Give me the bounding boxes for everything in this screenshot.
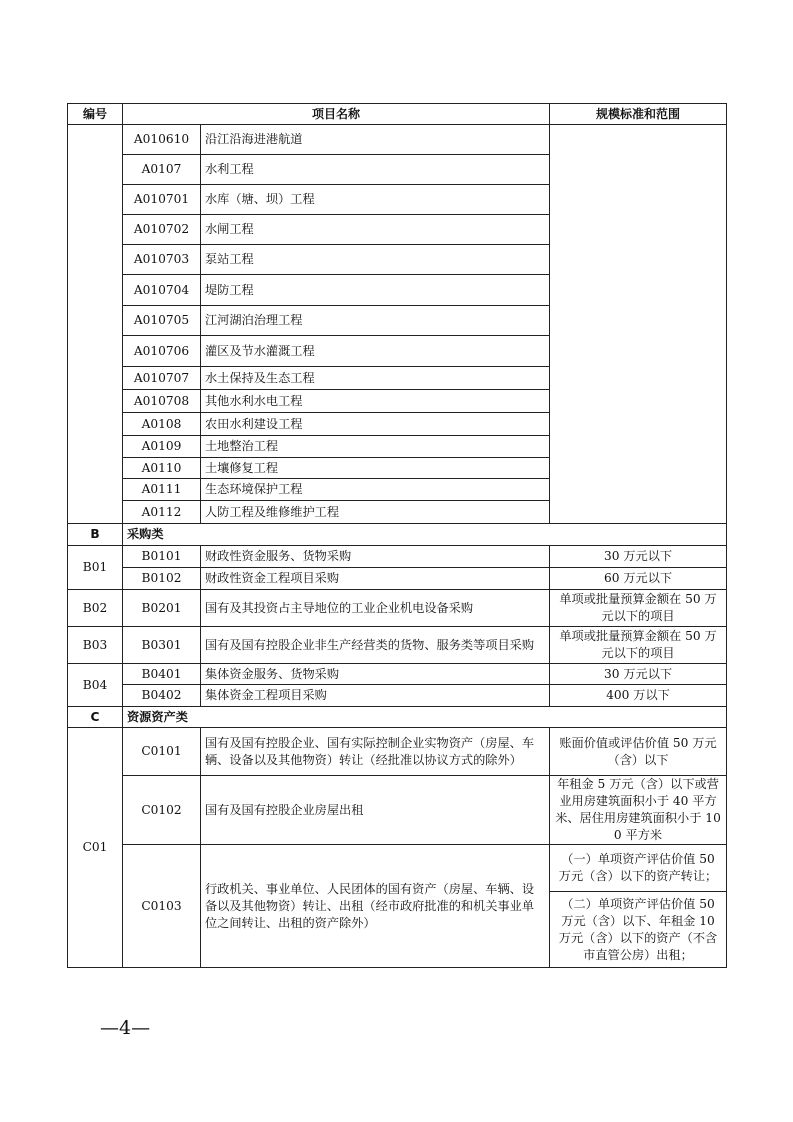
section-row: [68, 707, 727, 728]
item-code: A0109: [123, 436, 201, 458]
group-code: B01: [68, 546, 123, 590]
item-code: C0102: [123, 776, 201, 845]
table-row: [68, 627, 727, 664]
table-row: [68, 568, 727, 590]
item-name: 灌区及节水灌溉工程: [201, 336, 550, 367]
item-name: 财政性资金工程项目采购: [201, 568, 550, 590]
item-scope: 单项或批量预算金额在 50 万元以下的项目: [550, 590, 727, 627]
item-scope: 单项或批量预算金额在 50 万元以下的项目: [550, 627, 727, 664]
a-group-code-cell: [68, 125, 123, 524]
item-code: C0101: [123, 728, 201, 776]
item-scope: 账面价值或评估价值 50 万元（含）以下: [550, 728, 727, 776]
item-scope: 年租金 5 万元（含）以下或营业用房建筑面积小于 40 平方米、居住用房建筑面积小于 100 平方米: [550, 776, 727, 845]
item-name: 水闸工程: [201, 215, 550, 245]
group-code: B03: [68, 627, 123, 664]
item-name: 堤防工程: [201, 275, 550, 306]
section-code: B: [68, 524, 123, 546]
header-scope: 规模标准和范围: [550, 104, 727, 125]
item-code: A010705: [123, 306, 201, 336]
item-code: B0402: [123, 685, 201, 707]
table-row: [68, 546, 727, 568]
item-scope: （二）单项资产评估价值 50 万元（含）以下、年租金 10 万元（含）以下的资产（不含市直管公房）出租；: [550, 892, 727, 968]
item-code: A0107: [123, 155, 201, 185]
item-code: A010707: [123, 367, 201, 390]
item-code: A0108: [123, 413, 201, 436]
item-name: 农田水利建设工程: [201, 413, 550, 436]
item-code: A010704: [123, 275, 201, 306]
table-row: [68, 845, 727, 892]
item-name: 土地整治工程: [201, 436, 550, 458]
a-scope-cell: [550, 125, 727, 524]
item-scope: （一）单项资产评估价值 50 万元（含）以下的资产转让；: [550, 845, 727, 892]
section-title: 资源资产类: [123, 707, 727, 728]
item-code: B0401: [123, 664, 201, 685]
item-code: B0102: [123, 568, 201, 590]
item-code: B0101: [123, 546, 201, 568]
item-code: A010701: [123, 185, 201, 215]
item-name: 土壤修复工程: [201, 458, 550, 479]
item-name: 国有及国有控股企业房屋出租: [201, 776, 550, 845]
item-code: A010610: [123, 125, 201, 155]
item-name: 沿江沿海进港航道: [201, 125, 550, 155]
item-name: 集体资金工程项目采购: [201, 685, 550, 707]
table-row: [68, 125, 727, 155]
item-scope: 30 万元以下: [550, 546, 727, 568]
table-header-row: [68, 104, 727, 125]
section-code: C: [68, 707, 123, 728]
section-title: 采购类: [123, 524, 727, 546]
item-name: 人防工程及维修维护工程: [201, 501, 550, 524]
item-code: A010708: [123, 390, 201, 413]
table-row: [68, 590, 727, 627]
group-code: B04: [68, 664, 123, 707]
item-code: A010706: [123, 336, 201, 367]
item-code: B0301: [123, 627, 201, 664]
item-name: 国有及其投资占主导地位的工业企业机电设备采购: [201, 590, 550, 627]
item-name: 生态环境保护工程: [201, 479, 550, 501]
item-code: A0112: [123, 501, 201, 524]
item-name: 集体资金服务、货物采购: [201, 664, 550, 685]
item-name: 其他水利水电工程: [201, 390, 550, 413]
table-row: [68, 664, 727, 685]
item-code: A010702: [123, 215, 201, 245]
item-scope: 400 万以下: [550, 685, 727, 707]
item-name: 国有及国有控股企业、国有实际控制企业实物资产（房屋、车辆、设备以及其他物资）转让（经批准以协议方式的除外）: [201, 728, 550, 776]
table-row: [68, 728, 727, 776]
item-name: 财政性资金服务、货物采购: [201, 546, 550, 568]
item-code: C0103: [123, 845, 201, 968]
page-number: —4—: [100, 1017, 151, 1039]
item-scope: 60 万元以下: [550, 568, 727, 590]
section-row: [68, 524, 727, 546]
standards-table: [67, 103, 727, 968]
item-code: A0110: [123, 458, 201, 479]
item-name: 水土保持及生态工程: [201, 367, 550, 390]
item-name: 江河湖泊治理工程: [201, 306, 550, 336]
item-scope: 30 万元以下: [550, 664, 727, 685]
item-name: 水库（塘、坝）工程: [201, 185, 550, 215]
item-name: 行政机关、事业单位、人民团体的国有资产（房屋、车辆、设备以及其他物资）转让、出租（经市政府批准的和机关事业单位之间转让、出租的资产除外）: [201, 845, 550, 968]
item-code: A010703: [123, 245, 201, 275]
header-name: 项目名称: [123, 104, 550, 125]
item-code: A0111: [123, 479, 201, 501]
item-name: 水利工程: [201, 155, 550, 185]
group-code: B02: [68, 590, 123, 627]
item-name: 泵站工程: [201, 245, 550, 275]
table-row: [68, 776, 727, 845]
item-code: B0201: [123, 590, 201, 627]
group-code: C01: [68, 728, 123, 968]
header-code: 编号: [68, 104, 123, 125]
item-name: 国有及国有控股企业非生产经营类的货物、服务类等项目采购: [201, 627, 550, 664]
table-row: [68, 685, 727, 707]
